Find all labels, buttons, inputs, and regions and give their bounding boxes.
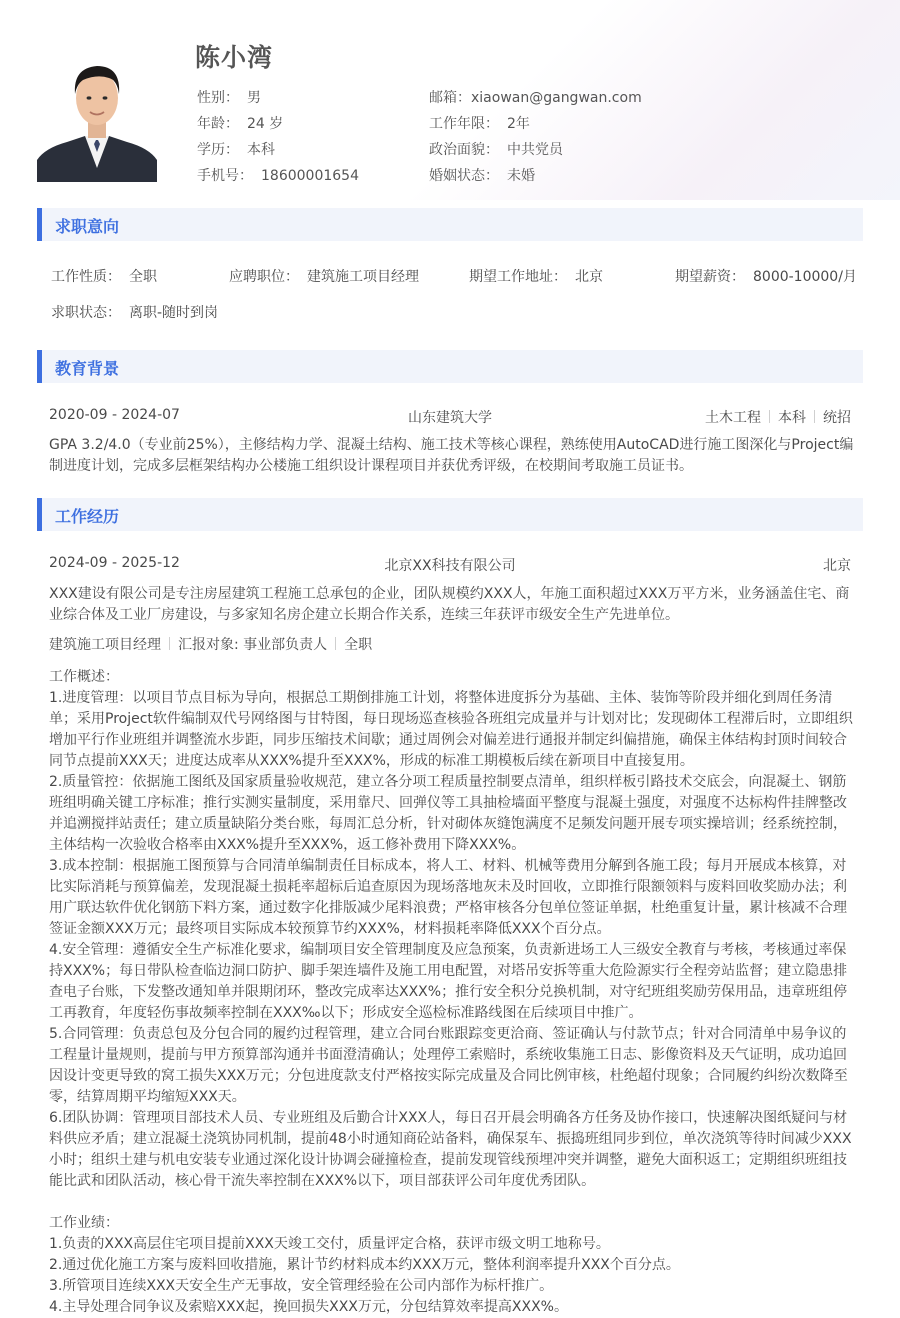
gender-label: 性别： [197, 90, 239, 106]
email-label: 邮箱： [429, 90, 471, 106]
overview-item: 6.团队协调：管理项目部技术人员、专业班组及后勤合计XXX人，每日召开晨会明确各方任务及协作接口，快速解决图纸疑问与材料供应矛盾；建立混凝土浇筑协同机制，提前48小时通知商砼站备料，确保泵车、振捣班组同步到位，单次浇筑等待时间减少XXX小时；组织土建与机电安装专业通过深化设计协调会碰撞检查，提前发现管线预埋冲突并调整，避免大面积返工；定期组织班组技能比武和团队活动，核心骨干流失率控制在XXX%以下，项目部获评公司年度优秀团队。 [49, 1110, 852, 1189]
spacer [49, 1192, 855, 1213]
expected-salary [675, 266, 857, 286]
phone-label: 手机号： [197, 168, 253, 184]
phone-value: 18600001654 [261, 168, 359, 184]
age-value: 24 岁 [247, 116, 284, 132]
expected-location [469, 266, 603, 286]
applied-position-label: 应聘职位： [229, 269, 299, 285]
section-accent-bar [37, 498, 42, 531]
phone-field [197, 165, 359, 185]
achievement-item: 2.通过优化施工方案与废料回收措施，累计节约材料成本约XXX万元，整体利润率提升XXX个百分点。 [49, 1257, 680, 1273]
section-title-education: 教育背景 [55, 359, 120, 378]
achievement-title: 工作业绩： [49, 1215, 119, 1231]
profile-photo [37, 48, 157, 182]
work-city: 北京 [823, 558, 851, 574]
education-tags [705, 407, 851, 427]
major: 土木工程 [705, 410, 761, 426]
divider [814, 410, 815, 423]
education-level-field [197, 139, 275, 159]
political-status-field [429, 139, 563, 159]
applied-position [229, 266, 419, 286]
marital-status-value: 未婚 [507, 168, 535, 184]
overview-title: 工作概述： [49, 669, 119, 685]
achievement-item: 3.所管项目连续XXX天安全生产无事故，安全管理经验在公司内部作为标杆推广。 [49, 1278, 554, 1294]
work-years-value: 2年 [507, 116, 530, 132]
gender-field [197, 87, 261, 107]
work-years-field [429, 113, 530, 133]
email-value[interactable]: xiaowan@gangwan.com [471, 90, 642, 106]
overview-item: 4.安全管理：遵循安全生产标准化要求，编制项目安全管理制度及应急预案，负责新进场工人三级安全教育与考核，考核通过率保持XXX%；每日带队检查临边洞口防护、脚手架连墙件及施工用电配置，对塔吊安拆等重大危险源实行全程旁站监督；建立隐患排查电子台账，下发整改通知单并限期闭环，整改完成率达XXX%；推行安全积分兑换机制，对守纪班组奖励劳保用品，违章班组停工再教育，年度轻伤事故频率控制在XXX‰以下；形成安全巡检标准路线图在后续项目中推广。 [49, 942, 848, 1021]
gender-value: 男 [247, 90, 261, 106]
employment-type: 全职 [344, 637, 373, 653]
degree: 本科 [778, 410, 806, 426]
achievement-item: 4.主导处理合同争议及索赔XXX起，挽回损失XXX万元，分包结算效率提高XXX%。 [49, 1299, 568, 1315]
age-field [197, 113, 283, 133]
section-accent-bar [37, 208, 42, 241]
company-name: 北京XX科技有限公司 [384, 558, 516, 574]
applied-position-value: 建筑施工项目经理 [307, 269, 419, 285]
divider [769, 410, 770, 423]
section-header-work [37, 498, 863, 531]
enrollment-type: 统招 [823, 410, 851, 426]
expected-salary-value: 8000-10000/月 [753, 269, 857, 285]
expected-salary-label: 期望薪资： [675, 269, 745, 285]
section-accent-bar [37, 350, 42, 383]
education-period: 2020-09 - 2024-07 [49, 407, 180, 423]
section-header-intent [37, 208, 863, 241]
age-label: 年龄： [197, 116, 239, 132]
report-to: 汇报对象: 事业部负责人 [178, 637, 328, 653]
section-title-work: 工作经历 [55, 507, 120, 526]
marital-status-label: 婚姻状态： [429, 168, 499, 184]
role-title: 建筑施工项目经理 [49, 637, 161, 653]
education-level-value: 本科 [247, 142, 275, 158]
overview-item: 2.质量管控：依据施工图纸及国家质量验收规范，建立各分项工程质量控制要点清单，组织样板引路技术交底会，向混凝土、钢筋班组明确关键工序标准；推行实测实量制度，采用靠尺、回弹仪等工具抽检墙面平整度与混凝土强度，对强度不达标构件挂牌整改并追溯搅拌站责任；建立质量缺陷分类台账，每周汇总分析，针对砌体灰缝饱满度不足频发问题开展专项实操培训；经系统控制，主体结构一次验收合格率由XXX%提升至XXX%，返工修补费用下降XXX%。 [49, 774, 847, 853]
education-description: GPA 3.2/4.0（专业前25%），主修结构力学、混凝土结构、施工技术等核心课程，熟练使用AutoCAD进行施工图深化与Project编制进度计划，完成多层框架结构办公楼施工组织设计课程项目并获优秀评级，在校期间考取施工员证书。 [49, 437, 854, 474]
role-tags [49, 634, 372, 654]
overview-item: 1.进度管理：以项目节点目标为导向，根据总工期倒排施工计划，将整体进度拆分为基础、主体、装饰等阶段并细化到周任务清单；采用Project软件编制双代号网络图与甘特图，每日现场巡查核验各班组完成量并与计划对比；发现砌体工程滞后时，立即组织增加平行作业班组并调整流水步距，同步压缩技术间歇；通过周例会对偏差进行通报并制定纠偏措施，确保主体结构封顶时间较合同节点提前XXX天；进度达成率从XXX%提升至XXX%，形成的标准工期模板后续在新项目中直接复用。 [49, 690, 853, 769]
candidate-name: 陈小湾 [195, 43, 274, 72]
work-years-label: 工作年限： [429, 116, 499, 132]
education-level-label: 学历： [197, 142, 239, 158]
divider [335, 637, 336, 650]
achievement-item: 1.负责的XXX高层住宅项目提前XXX天竣工交付，质量评定合格，获评市级文明工地称号。 [49, 1236, 610, 1252]
work-period: 2024-09 - 2025-12 [49, 555, 180, 571]
job-nature [51, 266, 157, 286]
divider [169, 637, 170, 650]
political-status-value: 中共党员 [507, 142, 563, 158]
marital-status-field [429, 165, 535, 185]
job-nature-label: 工作性质： [51, 269, 121, 285]
section-title-intent: 求职意向 [55, 217, 120, 236]
overview-item: 3.成本控制：根据施工图预算与合同清单编制责任目标成本，将人工、材料、机械等费用分解到各施工段；每月开展成本核算，对比实际消耗与预算偏差，发现混凝土损耗率超标后追查原因为现场落地灰未及时回收，立即推行限额领料与废料回收奖励办法；利用广联达软件优化钢筋下料方案，通过数字化排版减少尾料浪费；严格审核各分包单位签证单据，杜绝重复计量，累计核减不合理签证金额XXX万元；最终项目实际成本较预算节约XXX%，材料损耗率降低XXX个百分点。 [49, 858, 847, 937]
job-status-value: 离职-随时到岗 [129, 305, 219, 321]
section-header-education [37, 350, 863, 383]
job-status-label: 求职状态： [51, 305, 121, 321]
email-field [429, 87, 642, 107]
work-details [49, 667, 855, 1318]
overview-item: 5.合同管理：负责总包及分包合同的履约过程管理，建立合同台账跟踪变更洽商、签证确认与付款节点；针对合同清单中易争议的工程量计量规则，提前与甲方预算部沟通并书面澄清确认；处理停工索赔时，系统收集施工日志、影像资料及天气证明，成功追回因设计变更导致的窝工损失XXX万元；分包进度款支付严格按实际完成量及合同比例审核，杜绝超付现象；合同履约纠纷次数降至零，结算周期平均缩短XXX天。 [49, 1026, 848, 1105]
company-description: XXX建设有限公司是专注房屋建筑工程施工总承包的企业，团队规模约XXX人，年施工面积超过XXX万平方米，业务涵盖住宅、商业综合体及工业厂房建设，与多家知名房企建立长期合作关系，连续三年获评市级安全生产先进单位。 [49, 586, 850, 623]
job-status [51, 302, 218, 322]
expected-location-value: 北京 [575, 269, 603, 285]
political-status-label: 政治面貌： [429, 142, 499, 158]
job-nature-value: 全职 [129, 269, 157, 285]
school-name: 山东建筑大学 [408, 410, 492, 426]
expected-location-label: 期望工作地址： [469, 269, 567, 285]
